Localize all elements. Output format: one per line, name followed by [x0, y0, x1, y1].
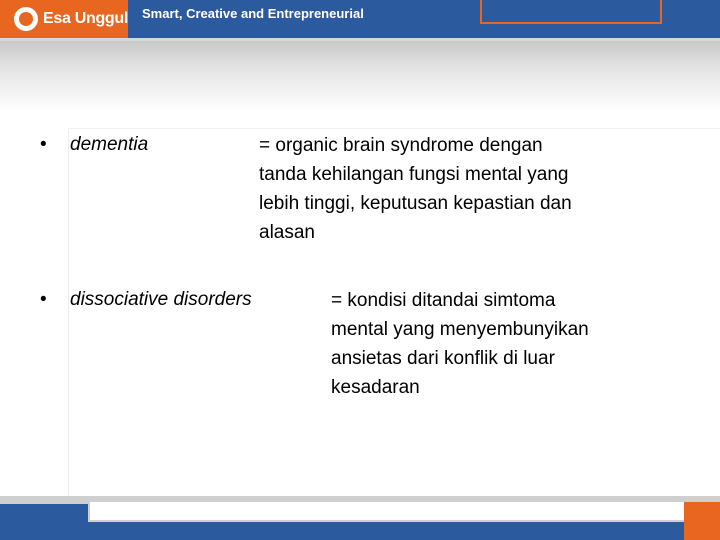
logo: [0, 0, 128, 38]
term-dementia: dementia: [70, 134, 149, 155]
footer-accent: [684, 502, 720, 540]
definition-line: kesadaran: [331, 377, 420, 398]
header-decoration: [480, 0, 662, 24]
definition-line: tanda kehilangan fungsi mental yang: [259, 164, 569, 185]
definition-line: = organic brain syndrome dengan: [259, 135, 543, 156]
definition-line: mental yang menyembunyikan: [331, 319, 589, 340]
term-dissociative-disorders: dissociative disorders: [70, 289, 252, 310]
footer-decoration: [88, 502, 686, 522]
logo-icon: [14, 7, 38, 31]
bullet-marker: •: [40, 289, 47, 310]
definition-dementia: [259, 131, 572, 247]
definition-line: lebih tinggi, keputusan kepastian dan: [259, 193, 572, 214]
definition-line: alasan: [259, 222, 315, 243]
header-gradient-band: [0, 41, 720, 111]
definition-line: ansietas dari konflik di luar: [331, 348, 555, 369]
logo-text: Esa Unggul: [43, 10, 129, 27]
bullet-marker: •: [40, 134, 47, 155]
tagline: Smart, Creative and Entrepreneurial: [142, 6, 364, 21]
definition-line: = kondisi ditandai simtoma: [331, 290, 556, 311]
definition-dissociative-disorders: [331, 286, 589, 402]
